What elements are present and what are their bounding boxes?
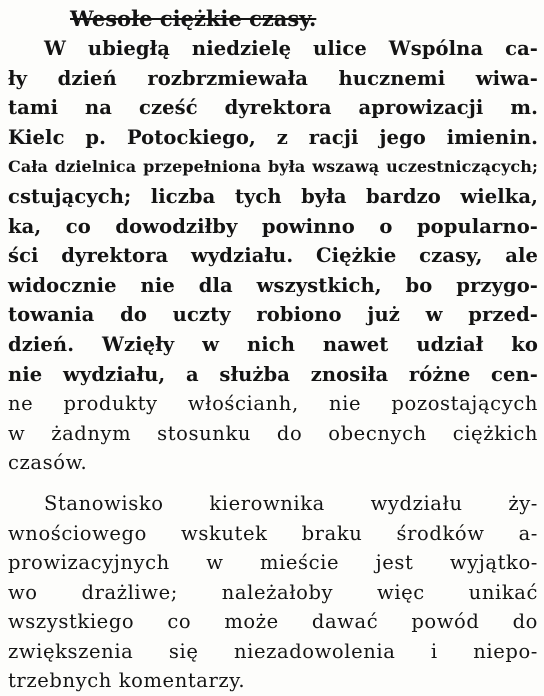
text-line: towania do uczty robiono już w przed- [8,303,538,327]
text-line: Stanowisko kierownika wydziału ży- [44,491,538,515]
text-line: trzebnych komentarzy. [8,669,246,693]
text-line: ły dzień rozbrzmiewała hucznemi wiwa- [8,66,538,90]
article-paragraph-2 [8,489,538,696]
text-line: Cała dzielnica przepełniona była wszawą uczestniczących; [8,157,538,177]
text-line: ka, co dowodziłby powinno o popularno- [8,214,538,238]
text-line: w żadnym stosunku do obecnych ciężkich [8,421,538,445]
text-line: prowizacyjnych w mieście jest wyjątko- [8,551,538,575]
text-line: cstujących; liczba tych była bardzo wielka, [8,184,538,208]
text-line: widocznie nie dla wszystkich, bo przygo- [8,273,538,297]
article-headline: Wesołe ciężkie czasy. [70,6,317,31]
article-paragraph-1 [8,34,538,478]
text-line: nie wydziału, a służba znosiła różne cen- [8,362,538,386]
text-line: tami na cześć dyrektora aprowizacji m. [8,96,538,120]
text-line: czasów. [8,451,88,475]
text-line: wo drażliwe; należałoby więc unikać [8,580,538,604]
text-line: zwiększenia się niezadowolenia i niepo- [8,639,538,663]
text-line: W ubiegłą niedzielę ulice Wspólna ca- [44,37,538,60]
text-line: wszystkiego co może dawać powód do [8,610,538,634]
text-line: Kielc p. Potockiego, z racji jego imienin. [8,125,538,149]
text-line: ne produkty włościanh, nie pozostających [8,392,538,416]
text-line: wnościowego wskutek braku środków a- [8,521,538,545]
text-line: dzień. Wzięły w nich nawet udział ko [8,332,538,356]
text-line: ści dyrektora wydziału. Ciężkie czasy, ale [8,244,538,268]
